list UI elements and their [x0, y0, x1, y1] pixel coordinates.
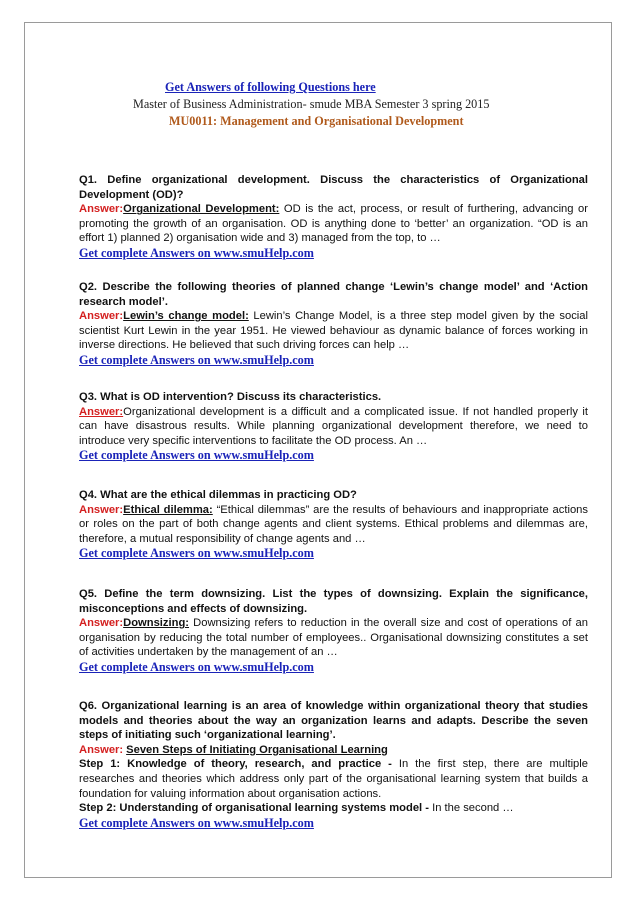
answer-label: Answer: — [79, 203, 124, 216]
get-answers-link[interactable]: Get complete Answers on www.smuHelp.com — [79, 659, 314, 674]
answer-text — [79, 616, 588, 660]
answer-text — [79, 405, 588, 449]
answer-label: Answer: — [79, 405, 124, 418]
question-text: Q3. What is OD intervention? Discuss its characteristics. — [79, 391, 382, 403]
answer-lead: Organizational Development: — [123, 203, 280, 216]
get-answers-link[interactable]: Get complete Answers on www.smuHelp.com — [79, 546, 314, 561]
answer-lead: Lewin’s change model: — [123, 310, 249, 323]
question-3 — [79, 390, 588, 463]
header-link[interactable]: Get Answers of following Questions here — [165, 80, 376, 94]
answer-text — [79, 503, 588, 547]
step-title: Step 2: Understanding of organisational learning systems model - — [79, 802, 429, 815]
get-answers-link[interactable]: Get complete Answers on www.smuHelp.com — [79, 245, 314, 260]
step-2 — [79, 801, 588, 816]
answer-body: OD is the act, process, or result of furthering, advancing or promoting the growth of an organisation. OD is anything done to ‘better’ an organization. “OD is an effort 1) planned 2) organisation wide and 3) managed from the top, to … — [79, 203, 588, 245]
answer-text — [79, 309, 588, 353]
answer-label: Answer: — [79, 503, 124, 516]
get-answers-link[interactable]: Get complete Answers on www.smuHelp.com — [79, 448, 314, 463]
question-2 — [79, 280, 588, 368]
answer-text — [79, 202, 588, 246]
question-text: Q4. What are the ethical dilemmas in practicing OD? — [79, 489, 357, 501]
get-answers-link[interactable]: Get complete Answers on www.smuHelp.com — [79, 352, 314, 367]
answer-lead: Downsizing: — [123, 617, 190, 630]
answer-label: Answer: — [79, 617, 124, 630]
answer-label: Answer: — [79, 743, 124, 756]
step-text: In the second … — [428, 802, 514, 815]
header-subtitle: Master of Business Administration- smude MBA Semester 3 spring 2015 — [133, 97, 490, 111]
answer-body: Downsizing refers to reduction in the overall size and cost of operations of an organisation by reducing the total number of employees.. Organisational downsizing constitutes a set of activities undertaken by the management of an … — [79, 617, 588, 659]
question-5 — [79, 587, 588, 675]
question-6 — [79, 699, 588, 831]
get-answers-link[interactable]: Get complete Answers on www.smuHelp.com — [79, 815, 314, 830]
document-page — [24, 22, 612, 878]
step-text: In the first step, there are multiple researches and theories which address only part of the organisational learning system that builds a foundation for valuing information about organisation actions. — [79, 758, 588, 800]
step-title: Step 1: Knowledge of theory, research, and practice - — [79, 758, 392, 771]
answer-body: Organizational development is a difficult and a complicated issue. If not handled properly it can have disastrous results. While planning organizational development therefore, we need to introduce very specific interventions to facilitate the OD process. An … — [79, 405, 588, 447]
answer-body: “Ethical dilemmas” are the results of behaviours and inappropriate actions or roles on the part of both change agents and client systems. Ethical problems and dilemmas are, therefore, a mutual responsibility of change agents and … — [79, 503, 589, 545]
answer-text — [79, 743, 588, 758]
question-1 — [79, 173, 588, 261]
question-text: Q6. Organizational learning is an area of knowledge within organizational theory that studies models and theories about the way an organization learns and adapts. Describe the seven steps of initiating such ‘organizational learning’. — [79, 700, 588, 742]
question-4 — [79, 488, 588, 561]
course-title: MU0011: Management and Organisational Development — [169, 114, 464, 128]
header — [79, 79, 489, 129]
question-text: Q1. Define organizational development. Discuss the characteristics of Organizational Development (OD)? — [79, 174, 588, 201]
question-text: Q2. Describe the following theories of planned change ‘Lewin’s change model’ and ‘Action research model’. — [79, 281, 588, 308]
answer-lead: Seven Steps of Initiating Organisational Learning — [126, 743, 388, 756]
answer-label: Answer: — [79, 310, 124, 323]
step-1 — [79, 757, 588, 801]
question-text: Q5. Define the term downsizing. List the types of downsizing. Explain the significance, misconceptions and effects of downsizing. — [79, 588, 588, 615]
answer-lead: Ethical dilemma: — [123, 503, 213, 516]
answer-body: Lewin’s Change Model, is a three step model given by the social scientist Kurt Lewin in the year 1951. He viewed behaviour as dynamic balance of forces working in inverse directions. He believed that such driving forces can help … — [79, 310, 588, 352]
